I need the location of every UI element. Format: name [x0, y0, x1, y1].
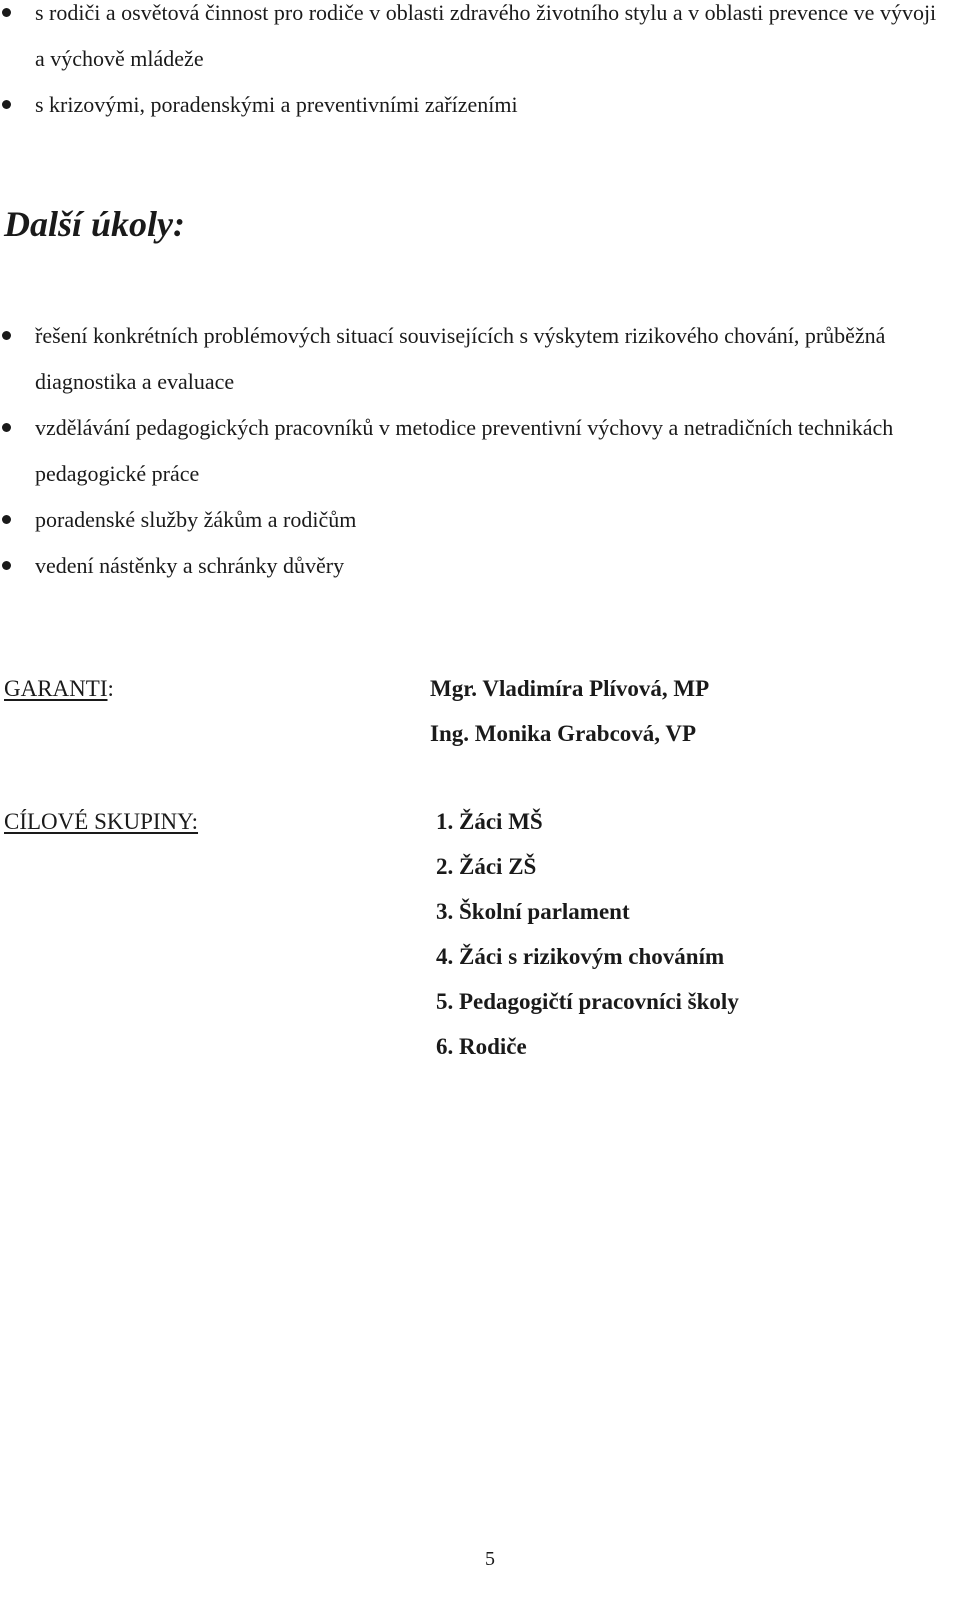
- bullet-icon: [2, 561, 11, 570]
- target-group-item: 4. Žáci s rizikovým chováním: [436, 944, 725, 969]
- target-group-item: 6. Rodiče: [436, 1034, 527, 1059]
- target-groups-list: [436, 799, 739, 1069]
- target-group-item: 2. Žáci ZŠ: [436, 854, 537, 879]
- list-item-text: vzdělávání pedagogických pracovníků v metodice preventivní výchovy a netradičních technikách pedagogické práce: [35, 415, 894, 486]
- garant-name: Ing. Monika Grabcová, VP: [430, 721, 697, 746]
- page-number: 5: [485, 1548, 495, 1570]
- target-groups-label: [4, 799, 198, 845]
- bullet-icon: [2, 515, 11, 524]
- list-item: [0, 313, 950, 405]
- list-item: [0, 543, 950, 589]
- target-group-item: 3. Školní parlament: [436, 899, 630, 924]
- list-item-text: vedení nástěnky a schránky důvěry: [35, 553, 345, 578]
- target-groups-label-text: CÍLOVÉ SKUPINY:: [4, 809, 199, 834]
- bullet-icon: [2, 423, 11, 432]
- list-item-text: poradenské služby žákům a rodičům: [35, 507, 357, 532]
- garanti-list: [430, 666, 709, 756]
- list-item-text: s krizovými, poradenskými a preventivními zařízeními: [35, 92, 518, 117]
- garanti-label: [4, 666, 114, 712]
- garanti-label-text: GARANTI: [4, 676, 108, 701]
- intro-bullet-list: [0, 0, 950, 128]
- list-item: [0, 497, 950, 543]
- tasks-heading: Další úkoly:: [4, 204, 186, 244]
- garant-name: Mgr. Vladimíra Plívová, MP: [430, 676, 710, 701]
- list-item: [0, 405, 950, 497]
- target-group-item: 1. Žáci MŠ: [436, 809, 543, 834]
- list-item: [0, 82, 950, 128]
- target-group-item: 5. Pedagogičtí pracovníci školy: [436, 989, 739, 1014]
- list-item-text: s rodiči a osvětová činnost pro rodiče v oblasti zdravého životního stylu a v oblasti prevence ve vývoji a výchově mládeže: [35, 0, 937, 71]
- list-item: [0, 0, 950, 82]
- bullet-icon: [2, 8, 11, 17]
- bullet-icon: [2, 331, 11, 340]
- list-item-text: řešení konkrétních problémových situací souvisejících s výskytem rizikového chování, průběžná diagnostika a evaluace: [35, 323, 886, 394]
- tasks-bullet-list: [0, 313, 950, 589]
- garanti-label-colon: :: [107, 676, 114, 701]
- bullet-icon: [2, 100, 11, 109]
